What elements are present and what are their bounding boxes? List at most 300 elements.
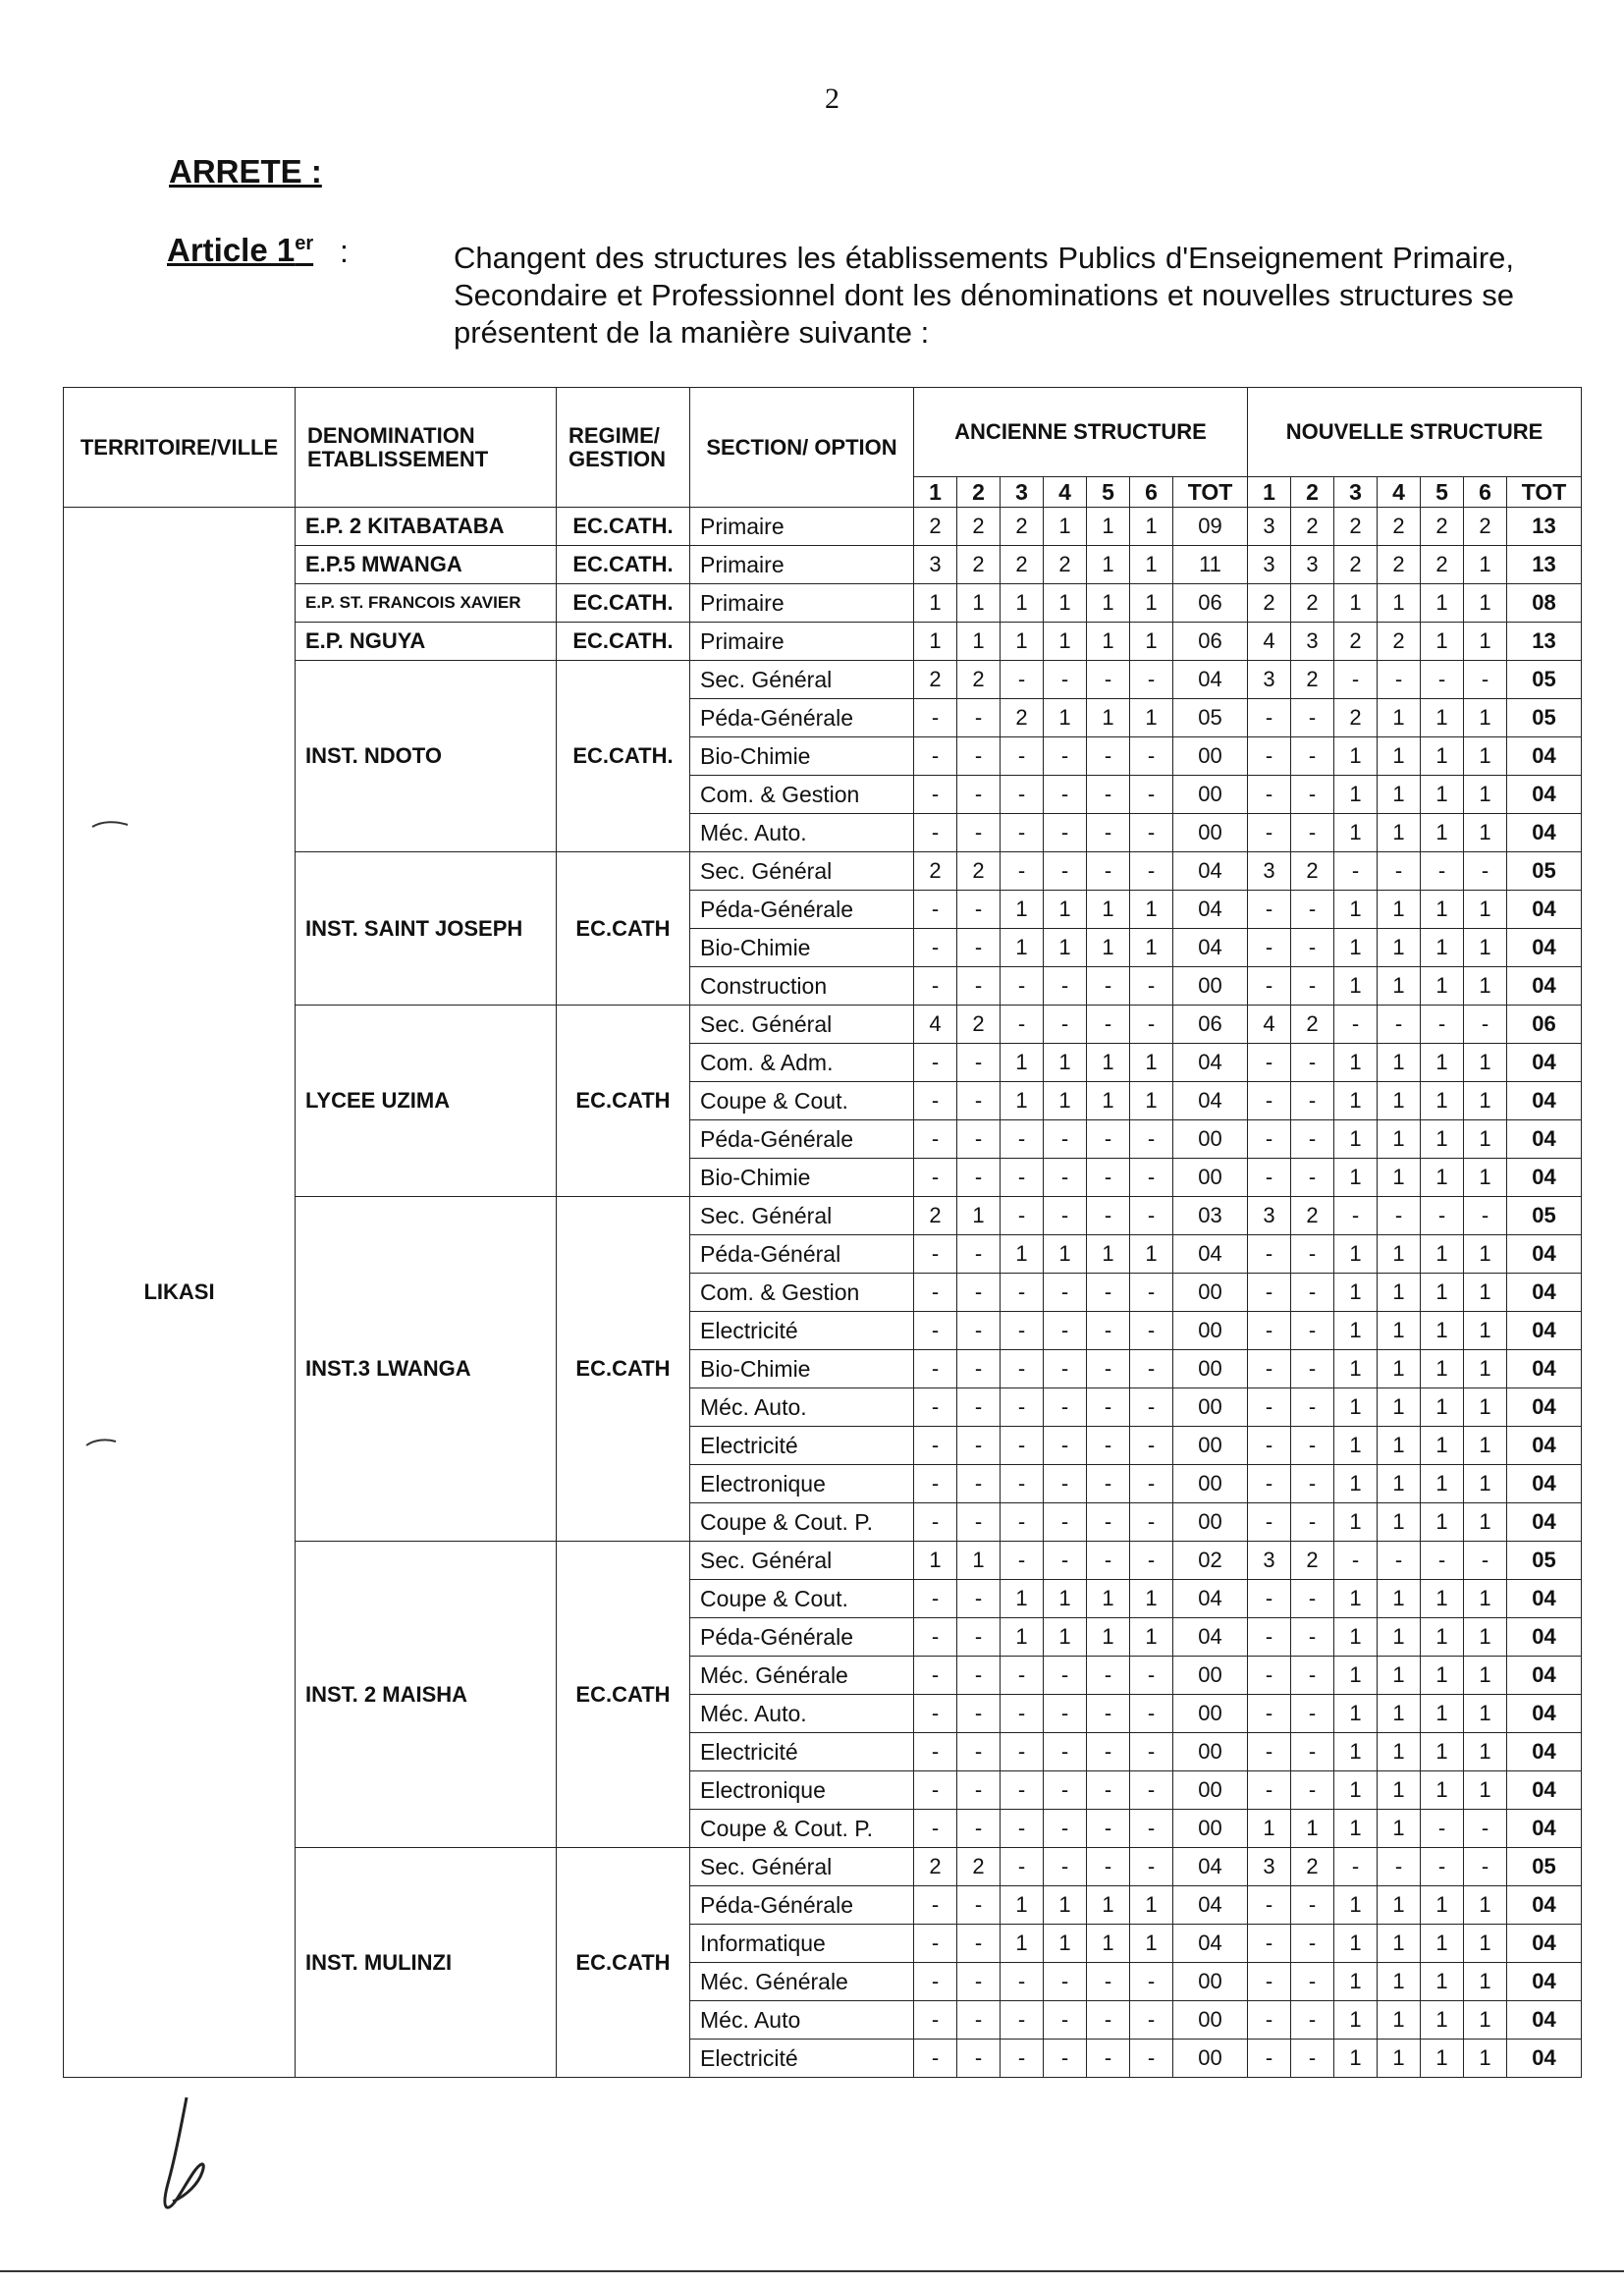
- section-option: Coupe & Cout. P.: [690, 1810, 914, 1848]
- nouvelle-class-cell: -: [1291, 776, 1334, 814]
- nouvelle-class-cell: 1: [1421, 1925, 1464, 1963]
- ancienne-class-cell: -: [1044, 2040, 1087, 2078]
- school-regime: EC.CATH.: [557, 661, 690, 852]
- ancienne-total-cell: 04: [1173, 891, 1248, 929]
- ancienne-class-cell: -: [1044, 1503, 1087, 1542]
- school-name: INST. SAINT JOSEPH: [296, 852, 557, 1006]
- nouvelle-class-cell: -: [1291, 1465, 1334, 1503]
- nouvelle-class-cell: 4: [1248, 1006, 1291, 1044]
- ancienne-class-cell: -: [1087, 1350, 1130, 1388]
- nouvelle-class-cell: 2: [1334, 623, 1378, 661]
- nouvelle-class-cell: 1: [1421, 1159, 1464, 1197]
- nouvelle-class-cell: -: [1464, 1542, 1507, 1580]
- nouvelle-class-cell: -: [1248, 1886, 1291, 1925]
- ancienne-class-cell: -: [957, 1733, 1001, 1771]
- ancienne-class-cell: -: [1087, 1427, 1130, 1465]
- school-name: E.P.5 MWANGA: [296, 546, 557, 584]
- nouvelle-class-cell: 1: [1464, 891, 1507, 929]
- nouvelle-class-cell: 3: [1248, 661, 1291, 699]
- nouvelle-class-cell: -: [1248, 699, 1291, 737]
- ancienne-class-cell: -: [1087, 852, 1130, 891]
- ancienne-class-cell: -: [1087, 814, 1130, 852]
- ancienne-class-cell: -: [1130, 1465, 1173, 1503]
- ancienne-total-cell: 04: [1173, 1618, 1248, 1657]
- ancienne-class-cell: -: [957, 1427, 1001, 1465]
- nouvelle-class-cell: -: [1291, 1350, 1334, 1388]
- nouvelle-total-cell: 13: [1507, 546, 1582, 584]
- ancienne-class-cell: 2: [957, 661, 1001, 699]
- ancienne-class-cell: -: [957, 1274, 1001, 1312]
- ancienne-class-cell: -: [914, 891, 957, 929]
- ancienne-class-cell: -: [1130, 967, 1173, 1006]
- nouvelle-class-cell: 1: [1421, 1235, 1464, 1274]
- ancienne-class-cell: -: [1087, 1503, 1130, 1542]
- ancienne-class-cell: 1: [1044, 508, 1087, 546]
- nouvelle-class-cell: -: [1378, 1006, 1421, 1044]
- section-option: Péda-Générale: [690, 1886, 914, 1925]
- nouvelle-class-cell: 1: [1421, 1963, 1464, 2001]
- ancienne-class-cell: -: [1087, 1657, 1130, 1695]
- ancienne-total-cell: 00: [1173, 1963, 1248, 2001]
- ancienne-class-cell: -: [1130, 1350, 1173, 1388]
- nouvelle-class-cell: 1: [1421, 737, 1464, 776]
- section-option: Electricité: [690, 2040, 914, 2078]
- school-regime: EC.CATH: [557, 852, 690, 1006]
- ancienne-class-cell: 3: [914, 546, 957, 584]
- header-ancienne-col: 2: [957, 477, 1001, 508]
- ancienne-class-cell: 1: [1001, 891, 1044, 929]
- nouvelle-class-cell: 1: [1378, 1120, 1421, 1159]
- ancienne-total-cell: 02: [1173, 1542, 1248, 1580]
- ancienne-total-cell: 09: [1173, 508, 1248, 546]
- ancienne-class-cell: 1: [1001, 1082, 1044, 1120]
- nouvelle-class-cell: -: [1421, 1848, 1464, 1886]
- ancienne-class-cell: -: [1130, 1848, 1173, 1886]
- ancienne-class-cell: -: [1001, 1120, 1044, 1159]
- nouvelle-class-cell: -: [1248, 737, 1291, 776]
- ancienne-class-cell: -: [1044, 737, 1087, 776]
- ancienne-class-cell: -: [957, 1695, 1001, 1733]
- ancienne-class-cell: 1: [1087, 508, 1130, 546]
- ancienne-class-cell: -: [1087, 1465, 1130, 1503]
- section-option: Sec. Général: [690, 852, 914, 891]
- header-nouvelle-col: 5: [1421, 477, 1464, 508]
- nouvelle-class-cell: 2: [1291, 1542, 1334, 1580]
- ancienne-class-cell: 1: [1001, 584, 1044, 623]
- ancienne-class-cell: 1: [957, 584, 1001, 623]
- nouvelle-class-cell: 1: [1334, 1312, 1378, 1350]
- nouvelle-class-cell: 1: [1464, 1159, 1507, 1197]
- ancienne-class-cell: -: [1001, 737, 1044, 776]
- ancienne-class-cell: -: [1130, 1810, 1173, 1848]
- school-regime: EC.CATH: [557, 1006, 690, 1197]
- ancienne-class-cell: -: [1044, 1350, 1087, 1388]
- ancienne-class-cell: 1: [957, 1542, 1001, 1580]
- nouvelle-class-cell: 1: [1378, 891, 1421, 929]
- ancienne-class-cell: -: [1130, 1427, 1173, 1465]
- nouvelle-class-cell: -: [1291, 1925, 1334, 1963]
- header-ancienne-structure: ANCIENNE STRUCTURE: [914, 388, 1248, 477]
- nouvelle-class-cell: 1: [1378, 1159, 1421, 1197]
- ancienne-class-cell: -: [1130, 1963, 1173, 2001]
- nouvelle-class-cell: -: [1334, 1848, 1378, 1886]
- ancienne-class-cell: 1: [1130, 1886, 1173, 1925]
- ancienne-class-cell: 2: [1001, 546, 1044, 584]
- ancienne-class-cell: 1: [1087, 1044, 1130, 1082]
- ancienne-class-cell: -: [1001, 1963, 1044, 2001]
- section-option: Méc. Auto.: [690, 1388, 914, 1427]
- nouvelle-class-cell: -: [1248, 1235, 1291, 1274]
- nouvelle-class-cell: -: [1291, 737, 1334, 776]
- nouvelle-class-cell: 1: [1334, 929, 1378, 967]
- ancienne-class-cell: -: [1001, 661, 1044, 699]
- ancienne-class-cell: -: [957, 1771, 1001, 1810]
- nouvelle-class-cell: -: [1464, 661, 1507, 699]
- ancienne-class-cell: -: [1130, 1503, 1173, 1542]
- ancienne-total-cell: 00: [1173, 1274, 1248, 1312]
- section-option: Péda-Général: [690, 1235, 914, 1274]
- ancienne-class-cell: -: [1130, 1159, 1173, 1197]
- school-name: INST. MULINZI: [296, 1848, 557, 2078]
- nouvelle-class-cell: 1: [1378, 1810, 1421, 1848]
- nouvelle-class-cell: -: [1248, 1503, 1291, 1542]
- nouvelle-class-cell: -: [1334, 1542, 1378, 1580]
- school-regime: EC.CATH: [557, 1848, 690, 2078]
- ancienne-class-cell: -: [1044, 1312, 1087, 1350]
- ancienne-class-cell: 1: [957, 623, 1001, 661]
- ancienne-class-cell: -: [1044, 2001, 1087, 2040]
- nouvelle-total-cell: 04: [1507, 1771, 1582, 1810]
- nouvelle-class-cell: 1: [1464, 1771, 1507, 1810]
- nouvelle-class-cell: -: [1421, 1810, 1464, 1848]
- ancienne-class-cell: -: [957, 1886, 1001, 1925]
- ancienne-class-cell: -: [957, 737, 1001, 776]
- school-regime: EC.CATH: [557, 1197, 690, 1542]
- nouvelle-class-cell: -: [1248, 1771, 1291, 1810]
- nouvelle-class-cell: -: [1248, 2040, 1291, 2078]
- ancienne-class-cell: -: [914, 1503, 957, 1542]
- section-option: Péda-Générale: [690, 891, 914, 929]
- nouvelle-class-cell: 3: [1248, 546, 1291, 584]
- ancienne-class-cell: -: [957, 1120, 1001, 1159]
- margin-tick-mark: [90, 817, 130, 831]
- ancienne-class-cell: 1: [1087, 699, 1130, 737]
- ancienne-class-cell: 2: [1001, 508, 1044, 546]
- nouvelle-class-cell: -: [1248, 1120, 1291, 1159]
- ancienne-class-cell: 1: [1001, 1925, 1044, 1963]
- ancienne-class-cell: -: [1001, 1197, 1044, 1235]
- ancienne-class-cell: -: [1087, 776, 1130, 814]
- ancienne-total-cell: 00: [1173, 1503, 1248, 1542]
- nouvelle-class-cell: 1: [1421, 1695, 1464, 1733]
- ancienne-class-cell: -: [914, 967, 957, 1006]
- nouvelle-total-cell: 04: [1507, 1120, 1582, 1159]
- ancienne-class-cell: 1: [1044, 929, 1087, 967]
- nouvelle-class-cell: -: [1291, 1044, 1334, 1082]
- nouvelle-class-cell: 1: [1464, 967, 1507, 1006]
- ancienne-class-cell: -: [1044, 1197, 1087, 1235]
- ancienne-class-cell: 1: [1044, 699, 1087, 737]
- ancienne-class-cell: -: [914, 1810, 957, 1848]
- section-option: Coupe & Cout.: [690, 1082, 914, 1120]
- ancienne-class-cell: -: [1087, 1006, 1130, 1044]
- nouvelle-class-cell: -: [1334, 661, 1378, 699]
- nouvelle-total-cell: 04: [1507, 1733, 1582, 1771]
- nouvelle-class-cell: 1: [1378, 2040, 1421, 2078]
- nouvelle-class-cell: 1: [1378, 1082, 1421, 1120]
- nouvelle-class-cell: 3: [1248, 1197, 1291, 1235]
- nouvelle-class-cell: -: [1248, 1159, 1291, 1197]
- nouvelle-class-cell: -: [1248, 776, 1291, 814]
- nouvelle-total-cell: 04: [1507, 1388, 1582, 1427]
- ancienne-class-cell: -: [957, 1159, 1001, 1197]
- section-option: Sec. Général: [690, 1006, 914, 1044]
- section-option: Bio-Chimie: [690, 1159, 914, 1197]
- nouvelle-total-cell: 04: [1507, 1465, 1582, 1503]
- nouvelle-class-cell: 1: [1421, 814, 1464, 852]
- nouvelle-class-cell: 1: [1421, 776, 1464, 814]
- section-option: Méc. Auto.: [690, 1695, 914, 1733]
- ancienne-class-cell: 1: [1087, 546, 1130, 584]
- ancienne-class-cell: -: [957, 1925, 1001, 1963]
- section-option: Primaire: [690, 546, 914, 584]
- nouvelle-total-cell: 04: [1507, 1580, 1582, 1618]
- ancienne-class-cell: -: [1044, 1006, 1087, 1044]
- ancienne-class-cell: 1: [1130, 508, 1173, 546]
- nouvelle-class-cell: 1: [1464, 1388, 1507, 1427]
- header-denomination: DENOMINATION ETABLISSEMENT: [296, 388, 557, 508]
- ancienne-class-cell: 1: [1087, 584, 1130, 623]
- school-name: INST. 2 MAISHA: [296, 1542, 557, 1848]
- nouvelle-total-cell: 04: [1507, 1235, 1582, 1274]
- ancienne-total-cell: 00: [1173, 1465, 1248, 1503]
- ancienne-class-cell: -: [1001, 1388, 1044, 1427]
- nouvelle-class-cell: -: [1248, 1618, 1291, 1657]
- nouvelle-class-cell: -: [1291, 1312, 1334, 1350]
- nouvelle-class-cell: -: [1291, 967, 1334, 1006]
- ancienne-class-cell: -: [1130, 814, 1173, 852]
- ancienne-total-cell: 04: [1173, 1082, 1248, 1120]
- nouvelle-class-cell: 1: [1378, 1886, 1421, 1925]
- ancienne-class-cell: -: [1044, 1848, 1087, 1886]
- nouvelle-class-cell: -: [1248, 1580, 1291, 1618]
- section-option: Electronique: [690, 1771, 914, 1810]
- nouvelle-class-cell: 1: [1378, 967, 1421, 1006]
- nouvelle-total-cell: 04: [1507, 2001, 1582, 2040]
- ancienne-class-cell: -: [914, 1044, 957, 1082]
- nouvelle-total-cell: 04: [1507, 1350, 1582, 1388]
- nouvelle-class-cell: 1: [1464, 2040, 1507, 2078]
- nouvelle-class-cell: -: [1421, 852, 1464, 891]
- nouvelle-class-cell: 1: [1378, 814, 1421, 852]
- ancienne-class-cell: -: [1130, 737, 1173, 776]
- ancienne-class-cell: -: [1044, 1120, 1087, 1159]
- nouvelle-class-cell: -: [1248, 1350, 1291, 1388]
- nouvelle-class-cell: 1: [1421, 1618, 1464, 1657]
- header-ancienne-col: 4: [1044, 477, 1087, 508]
- section-option: Com. & Gestion: [690, 776, 914, 814]
- nouvelle-class-cell: 2: [1248, 584, 1291, 623]
- ancienne-class-cell: -: [1001, 1771, 1044, 1810]
- ancienne-class-cell: 1: [1044, 1235, 1087, 1274]
- nouvelle-class-cell: 2: [1291, 1197, 1334, 1235]
- ancienne-class-cell: 1: [914, 623, 957, 661]
- nouvelle-class-cell: 1: [1464, 737, 1507, 776]
- nouvelle-class-cell: 1: [1421, 1465, 1464, 1503]
- nouvelle-class-cell: 1: [1464, 1120, 1507, 1159]
- ancienne-class-cell: 1: [1130, 891, 1173, 929]
- ancienne-class-cell: -: [1087, 1963, 1130, 2001]
- ancienne-class-cell: -: [957, 1580, 1001, 1618]
- nouvelle-class-cell: -: [1464, 1810, 1507, 1848]
- nouvelle-class-cell: -: [1291, 1388, 1334, 1427]
- nouvelle-class-cell: -: [1291, 1082, 1334, 1120]
- ancienne-class-cell: -: [914, 2001, 957, 2040]
- ancienne-class-cell: -: [1001, 1312, 1044, 1350]
- header-nouvelle-col: 6: [1464, 477, 1507, 508]
- nouvelle-class-cell: 1: [1334, 584, 1378, 623]
- nouvelle-class-cell: 1: [1464, 814, 1507, 852]
- nouvelle-class-cell: 1: [1464, 1657, 1507, 1695]
- section-option: Péda-Générale: [690, 1618, 914, 1657]
- ancienne-class-cell: -: [1044, 814, 1087, 852]
- nouvelle-class-cell: 1: [1421, 699, 1464, 737]
- ancienne-class-cell: 2: [914, 661, 957, 699]
- ancienne-total-cell: 04: [1173, 1235, 1248, 1274]
- nouvelle-class-cell: 1: [1421, 1350, 1464, 1388]
- nouvelle-class-cell: 1: [1378, 776, 1421, 814]
- nouvelle-class-cell: 1: [1421, 1120, 1464, 1159]
- nouvelle-class-cell: -: [1248, 2001, 1291, 2040]
- nouvelle-class-cell: 2: [1291, 661, 1334, 699]
- school-regime: EC.CATH.: [557, 623, 690, 661]
- nouvelle-total-cell: 04: [1507, 1503, 1582, 1542]
- nouvelle-class-cell: 1: [1334, 1886, 1378, 1925]
- nouvelle-class-cell: 3: [1248, 1848, 1291, 1886]
- ancienne-class-cell: -: [914, 1312, 957, 1350]
- nouvelle-class-cell: 1: [1334, 1235, 1378, 1274]
- nouvelle-class-cell: -: [1378, 661, 1421, 699]
- nouvelle-class-cell: 1: [1378, 1580, 1421, 1618]
- ancienne-class-cell: -: [957, 929, 1001, 967]
- ancienne-class-cell: 1: [1044, 1580, 1087, 1618]
- school-regime: EC.CATH: [557, 1542, 690, 1848]
- nouvelle-class-cell: -: [1291, 1963, 1334, 2001]
- ancienne-total-cell: 00: [1173, 737, 1248, 776]
- ancienne-class-cell: -: [957, 1388, 1001, 1427]
- ancienne-class-cell: -: [1044, 661, 1087, 699]
- table-body: [64, 508, 1582, 2078]
- nouvelle-class-cell: -: [1248, 1312, 1291, 1350]
- nouvelle-class-cell: 1: [1334, 1427, 1378, 1465]
- ancienne-class-cell: 1: [1130, 584, 1173, 623]
- header-ancienne-col: 3: [1001, 477, 1044, 508]
- article-text: Changent des structures les établissements Publics d'Enseignement Primaire, Secondaire et Professionnel dont les dénominations et nouvelles structures se présentent de la manière suivante :: [454, 241, 1514, 350]
- nouvelle-class-cell: 4: [1248, 623, 1291, 661]
- nouvelle-class-cell: 1: [1334, 967, 1378, 1006]
- ancienne-class-cell: -: [1044, 1733, 1087, 1771]
- nouvelle-total-cell: 05: [1507, 1197, 1582, 1235]
- nouvelle-class-cell: -: [1291, 1771, 1334, 1810]
- nouvelle-class-cell: -: [1464, 1848, 1507, 1886]
- ancienne-class-cell: -: [1044, 967, 1087, 1006]
- nouvelle-class-cell: 2: [1334, 699, 1378, 737]
- nouvelle-class-cell: 1: [1378, 1427, 1421, 1465]
- ancienne-class-cell: 1: [1130, 623, 1173, 661]
- nouvelle-class-cell: -: [1291, 1886, 1334, 1925]
- ancienne-class-cell: 1: [1130, 1235, 1173, 1274]
- nouvelle-class-cell: 1: [1334, 2040, 1378, 2078]
- ancienne-class-cell: -: [957, 1618, 1001, 1657]
- nouvelle-class-cell: 1: [1334, 1810, 1378, 1848]
- nouvelle-class-cell: 1: [1334, 814, 1378, 852]
- ancienne-class-cell: -: [957, 814, 1001, 852]
- nouvelle-total-cell: 05: [1507, 1848, 1582, 1886]
- ancienne-class-cell: -: [957, 1503, 1001, 1542]
- nouvelle-class-cell: -: [1248, 1427, 1291, 1465]
- nouvelle-class-cell: -: [1291, 2001, 1334, 2040]
- header-nouvelle-col: 2: [1291, 477, 1334, 508]
- section-option: Méc. Auto.: [690, 814, 914, 852]
- ancienne-class-cell: -: [1087, 1771, 1130, 1810]
- ancienne-class-cell: 1: [1130, 546, 1173, 584]
- ancienne-class-cell: -: [1087, 1848, 1130, 1886]
- section-option: Primaire: [690, 508, 914, 546]
- nouvelle-class-cell: 1: [1334, 1695, 1378, 1733]
- nouvelle-class-cell: 1: [1334, 1963, 1378, 2001]
- ancienne-class-cell: 1: [1087, 1886, 1130, 1925]
- ancienne-class-cell: 1: [1087, 623, 1130, 661]
- header-nouvelle-col: 1: [1248, 477, 1291, 508]
- section-option: Informatique: [690, 1925, 914, 1963]
- table-row: [64, 508, 1582, 546]
- header-nouvelle-col: 3: [1334, 477, 1378, 508]
- ancienne-class-cell: -: [1001, 2001, 1044, 2040]
- nouvelle-class-cell: 1: [1378, 1503, 1421, 1542]
- ancienne-class-cell: 1: [914, 1542, 957, 1580]
- nouvelle-class-cell: -: [1464, 852, 1507, 891]
- nouvelle-class-cell: 1: [1378, 1963, 1421, 2001]
- nouvelle-class-cell: 1: [1334, 1503, 1378, 1542]
- section-option: Electronique: [690, 1465, 914, 1503]
- ancienne-class-cell: -: [1001, 1810, 1044, 1848]
- ancienne-total-cell: 04: [1173, 1848, 1248, 1886]
- ancienne-class-cell: -: [914, 1925, 957, 1963]
- ancienne-class-cell: -: [1001, 2040, 1044, 2078]
- ancienne-class-cell: 1: [1001, 1886, 1044, 1925]
- nouvelle-class-cell: 2: [1291, 1848, 1334, 1886]
- ancienne-class-cell: -: [914, 699, 957, 737]
- ancienne-class-cell: 1: [957, 1197, 1001, 1235]
- nouvelle-class-cell: -: [1378, 1848, 1421, 1886]
- nouvelle-class-cell: 3: [1291, 623, 1334, 661]
- nouvelle-class-cell: -: [1291, 1733, 1334, 1771]
- section-option: Sec. Général: [690, 1848, 914, 1886]
- ancienne-class-cell: -: [957, 1465, 1001, 1503]
- nouvelle-class-cell: 1: [1421, 1388, 1464, 1427]
- nouvelle-total-cell: 04: [1507, 814, 1582, 852]
- school-regime: EC.CATH.: [557, 584, 690, 623]
- ancienne-class-cell: 1: [1044, 584, 1087, 623]
- section-option: Coupe & Cout. P.: [690, 1503, 914, 1542]
- ancienne-class-cell: -: [1130, 1274, 1173, 1312]
- section-option: Electricité: [690, 1427, 914, 1465]
- section-option: Coupe & Cout.: [690, 1580, 914, 1618]
- ancienne-class-cell: -: [914, 1963, 957, 2001]
- nouvelle-class-cell: -: [1248, 1388, 1291, 1427]
- ancienne-class-cell: -: [1087, 1312, 1130, 1350]
- ancienne-class-cell: 2: [1001, 699, 1044, 737]
